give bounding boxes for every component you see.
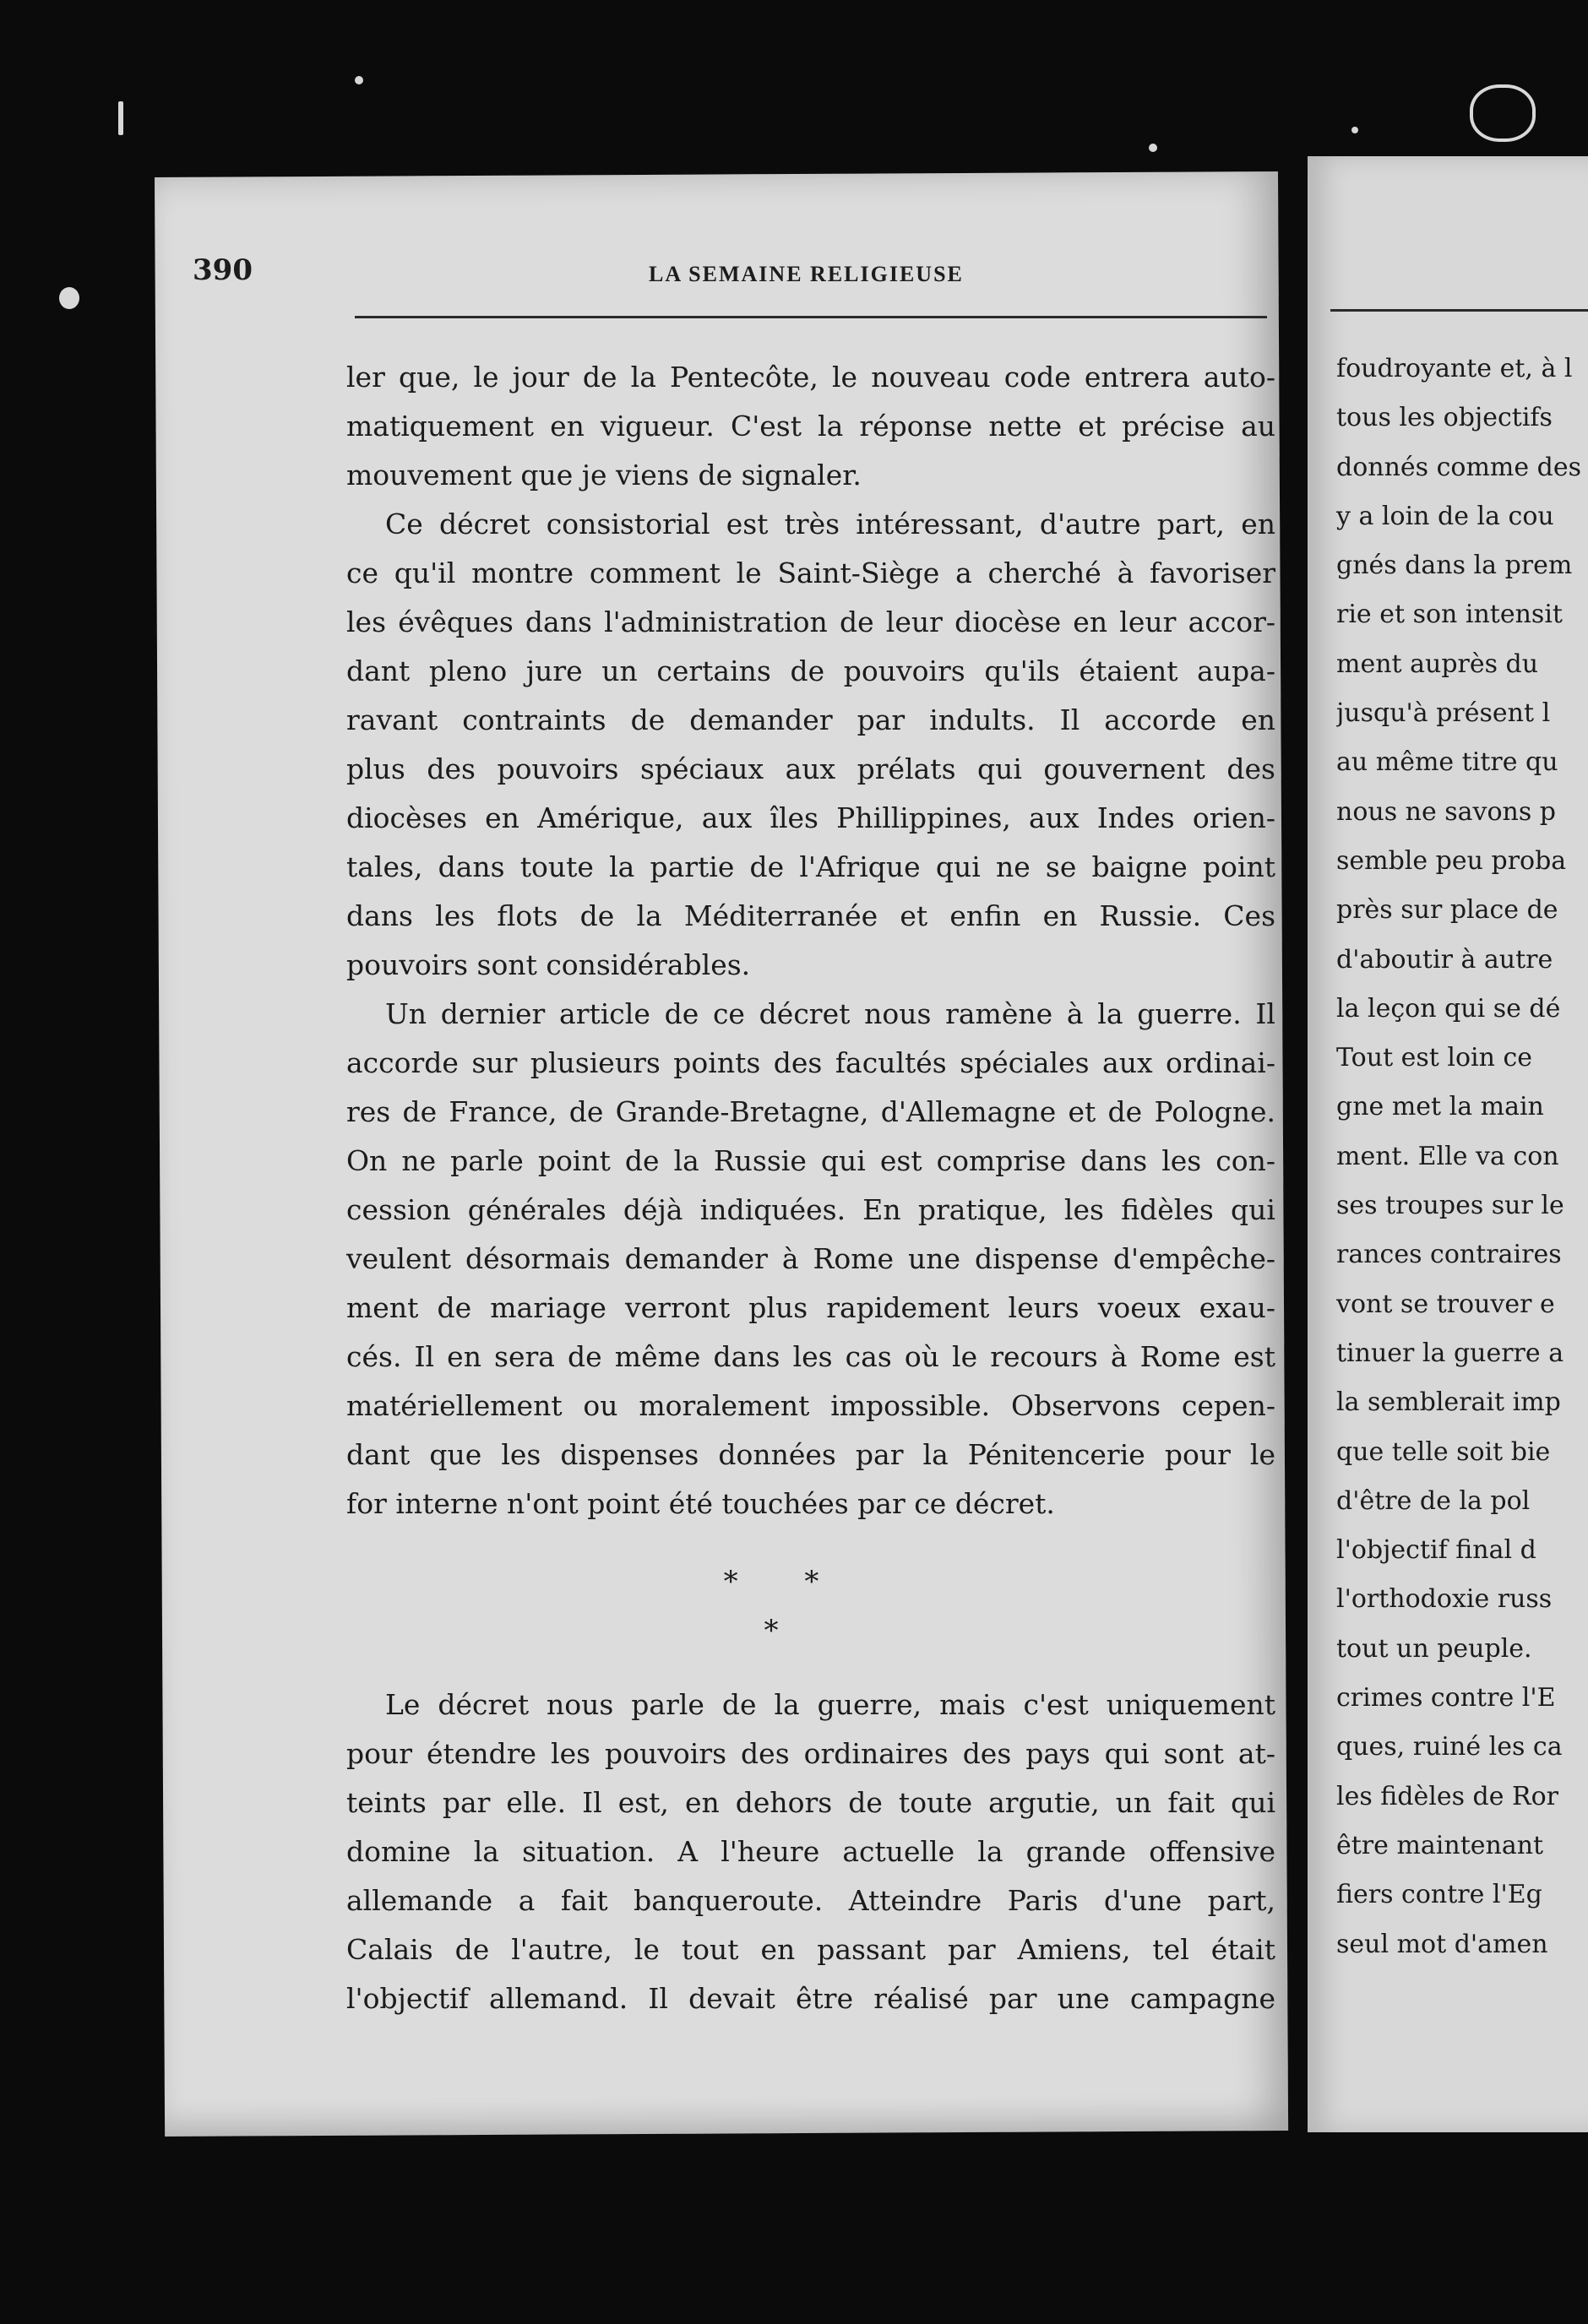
text-line: y a loin de la cou [1336, 501, 1554, 531]
text-line: gne met la main [1336, 1092, 1544, 1122]
scan-speck [118, 101, 123, 135]
text-line: Tout est loin ce [1336, 1043, 1533, 1073]
text-line: for interne n'ont point été touchées par ce décret. [346, 1487, 1055, 1520]
text-line: rie et son intensit [1336, 600, 1563, 630]
text-line: Ce décret consistorial est très intéressant, d'autre part, en [385, 508, 1275, 540]
text-line: tous les objectifs [1336, 403, 1553, 433]
text-line: Le décret nous parle de la guerre, mais c'est uniquement [385, 1688, 1275, 1721]
section-break: * * * [723, 1565, 848, 1648]
text-line: matériellement ou moralement impossible. Observons cepen- [346, 1389, 1275, 1422]
text-line: les évêques dans l'administration de leur diocèse en leur accor- [346, 605, 1275, 638]
scan-speck [1470, 84, 1536, 142]
text-line: ses troupes sur le [1336, 1191, 1564, 1221]
text-line: tales, dans toute la partie de l'Afrique qui ne se baigne point [346, 850, 1275, 883]
text-line: ravant contraints de demander par indults. Il accorde en [346, 703, 1275, 736]
text-line: dant que les dispenses données par la Pénitencerie pour le [346, 1438, 1275, 1471]
text-line: semble peu proba [1336, 845, 1567, 876]
text-line: les fidèles de Ror [1336, 1781, 1559, 1811]
text-line: cession générales déjà indiquées. En pratique, les fidèles qui [346, 1193, 1275, 1226]
text-line: au même titre qu [1336, 747, 1558, 778]
text-line: seul mot d'amen [1336, 1929, 1548, 1959]
text-line: pour étendre les pouvoirs des ordinaires des pays qui sont at- [346, 1737, 1275, 1770]
scan-speck [59, 287, 79, 309]
scan-speck [1149, 144, 1157, 152]
text-line: jusqu'à présent l [1336, 698, 1551, 729]
text-line: être maintenant [1336, 1830, 1544, 1860]
text-line: domine la situation. A l'heure actuelle la grande offensive [346, 1835, 1275, 1868]
text-line: matiquement en vigueur. C'est la réponse nette et précise au [346, 410, 1275, 443]
paragraph [346, 500, 1275, 990]
text-line: ment auprès du [1336, 649, 1539, 679]
text-line: que telle soit bie [1336, 1436, 1551, 1467]
text-line: cés. Il en sera de même dans les cas où le recours à Rome est [346, 1340, 1275, 1373]
text-line: plus des pouvoirs spéciaux aux prélats qui gouvernent des [346, 752, 1275, 785]
text-line: On ne parle point de la Russie qui est comprise dans les con- [346, 1144, 1275, 1177]
text-line: dans les flots de la Méditerranée et enfin en Russie. Ces [346, 899, 1275, 932]
text-line: nous ne savons p [1336, 796, 1556, 827]
text-line: ce qu'il montre comment le Saint-Siège a cherché à favoriser [346, 557, 1275, 589]
scan-speck [1351, 127, 1358, 133]
text-line: dant pleno jure un certains de pouvoirs qu'ils étaient aupa- [346, 654, 1275, 687]
text-line: l'objectif allemand. Il devait être réalisé par une campagne [346, 1982, 1275, 2015]
text-line: veulent désormais demander à Rome une dispense d'empêche- [346, 1242, 1275, 1275]
right-header-rule [1330, 309, 1588, 312]
text-line: près sur place de [1336, 895, 1558, 926]
text-line: teints par elle. Il est, en dehors de toute argutie, un fait qui [346, 1786, 1275, 1819]
text-line: l'orthodoxie russ [1336, 1584, 1553, 1615]
text-line: ques, ruiné les ca [1336, 1732, 1563, 1762]
text-line: l'objectif final d [1336, 1535, 1536, 1566]
text-line: accorde sur plusieurs points des facultés spéciales aux ordinai- [346, 1046, 1275, 1079]
text-line: diocèses en Amérique, aux îles Phillippines, aux Indes orien- [346, 801, 1275, 834]
text-line: mouvement que je viens de signaler. [346, 459, 862, 491]
text-line: d'aboutir à autre [1336, 944, 1553, 975]
text-line: vont se trouver e [1336, 1289, 1555, 1319]
running-head [193, 253, 1274, 296]
text-line: tout un peuple. [1336, 1633, 1532, 1664]
header-rule [355, 316, 1267, 318]
text-line: gnés dans la prem [1336, 551, 1573, 581]
text-line: la semblerait imp [1336, 1387, 1561, 1418]
text-line: ment de mariage verront plus rapidement leurs voeux exau- [346, 1291, 1275, 1324]
text-line: la leçon qui se dé [1336, 993, 1561, 1024]
text-line: ler que, le jour de la Pentecôte, le nouveau code entrera auto- [346, 361, 1275, 394]
text-line: tinuer la guerre a [1336, 1338, 1564, 1368]
paragraph [346, 1681, 1275, 2023]
text-line: Un dernier article de ce décret nous ramène à la guerre. Il [385, 997, 1275, 1030]
paragraph [346, 990, 1275, 1529]
text-line: ment. Elle va con [1336, 1141, 1559, 1171]
text-line: crimes contre l'E [1336, 1683, 1556, 1713]
text-line: pouvoirs sont considérables. [346, 948, 751, 981]
text-line: allemande a fait banqueroute. Atteindre Paris d'une part, [346, 1884, 1275, 1917]
running-title: LA SEMAINE RELIGIEUSE [649, 262, 964, 286]
text-line: rances contraires [1336, 1240, 1562, 1270]
page-number: 390 [193, 253, 253, 287]
text-line: Calais de l'autre, le tout en passant par Amiens, tel était [346, 1933, 1275, 1966]
text-line: donnés comme des [1336, 452, 1581, 482]
text-line: fiers contre l'Eg [1336, 1880, 1542, 1910]
paragraph [346, 353, 1275, 500]
text-line: d'être de la pol [1336, 1485, 1531, 1516]
text-line: res de France, de Grande-Bretagne, d'Allemagne et de Pologne. [346, 1095, 1275, 1128]
body-text [346, 353, 1275, 2023]
text-line: foudroyante et, à l [1336, 354, 1573, 383]
scan-speck [355, 76, 363, 84]
facing-page-text [1336, 345, 1588, 1969]
